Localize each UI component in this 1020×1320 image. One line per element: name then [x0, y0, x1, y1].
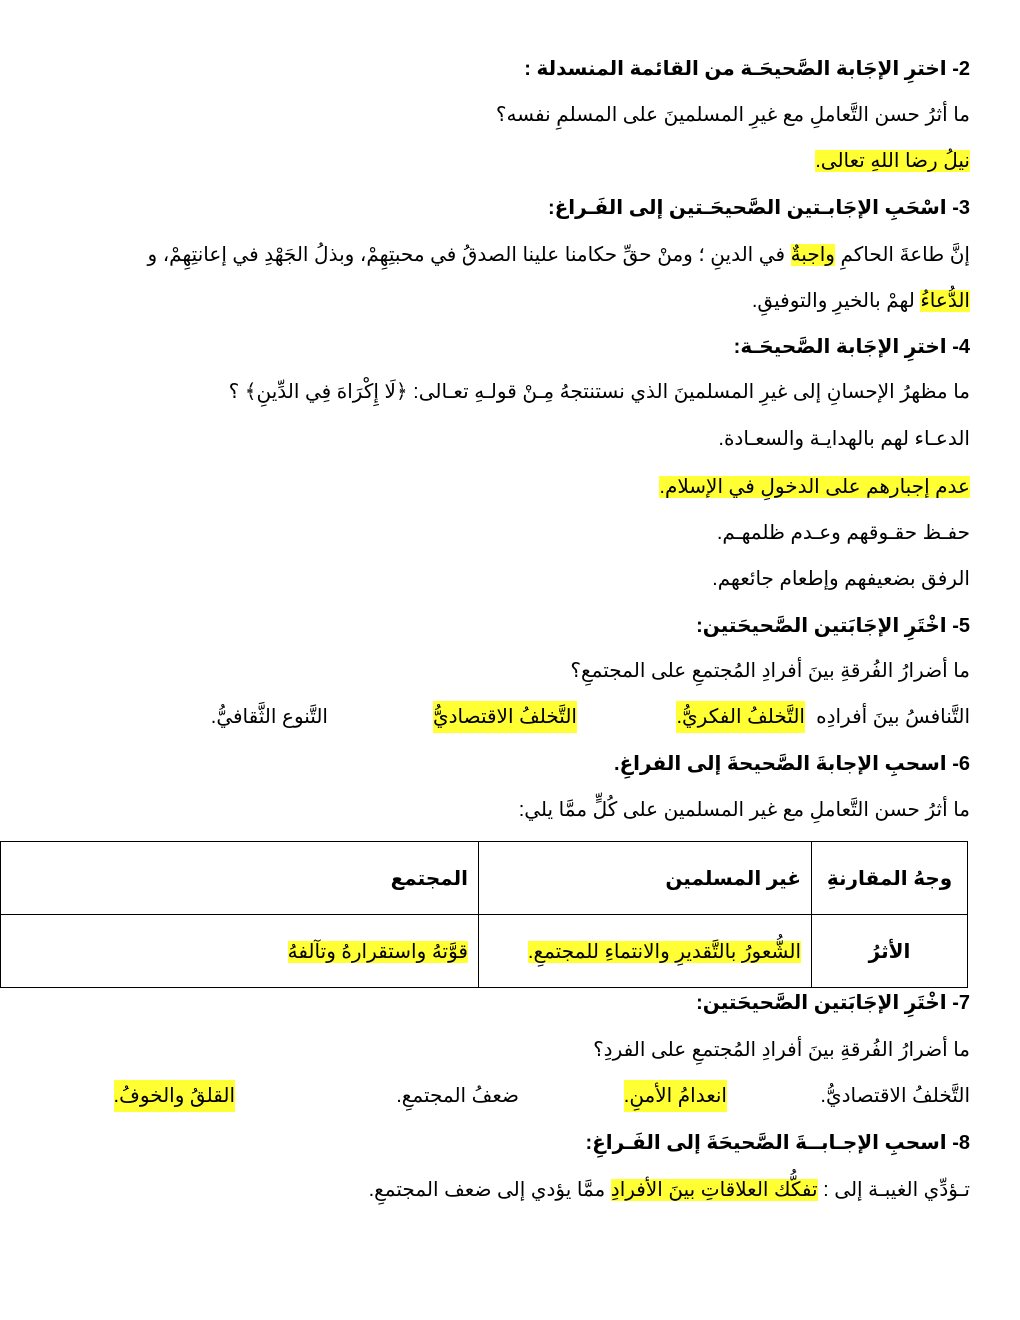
comparison-table: [0, 841, 968, 988]
q7-option-2[interactable]: انعدامُ الأمنِ.: [624, 1080, 727, 1112]
q5-heading: 5- اخْتَرِ الإجَابَتين الصَّحيحَتين:: [696, 615, 970, 637]
header-society: المجتمع: [1, 842, 479, 915]
table-row: [1, 915, 968, 988]
q6-heading: 6- اسحبِ الإجابةَ الصَّحيحةَ إلى الفراغِ.: [613, 753, 970, 775]
row-label-effect: الأثرُ: [812, 915, 968, 988]
q4-question: ما مظهرُ الإحسانِ إلى غيرِ المسلمينَ الذي نستنتجهُ مِـنْ قولـهِ تعـالى: ﴿لَا إِكْرَاهَ فِي الدِّينِ﴾ ؟: [228, 381, 970, 403]
q8-text-part1: تـؤدِّي الغيبـة إلى :: [817, 1179, 970, 1201]
q5-question: ما أضرارُ الفُرقةِ بينَ أفرادِ المُجتمعِ على المجتمعِ؟: [570, 660, 970, 682]
q5-option-4[interactable]: التَّنوع الثَّقافيُّ.: [210, 706, 328, 728]
q2-dropdown-answer[interactable]: [815, 145, 970, 177]
table-header-row: [1, 842, 968, 915]
q8-heading: 8- اسحبِ الإجـابــةَ الصَّحيحَةَ إلى الفَـراغِ:: [585, 1132, 970, 1154]
q7-option-3[interactable]: ضعفُ المجتمعِ.: [396, 1085, 519, 1107]
q4-option-2-text: عدم إجبارهم على الدخولِ في الإسلام.: [659, 476, 970, 498]
q8-blank[interactable]: تفكُّك العلاقاتِ بينَ الأفرادِ: [610, 1179, 818, 1201]
q5-option-3[interactable]: التَّخلفُ الاقتصاديُّ: [433, 701, 577, 733]
header-comparison: وجهُ المقارنةِ: [812, 842, 968, 915]
cell-society-answer: قوَّتهُ واستقرارهُ وتآلفهُ: [287, 940, 468, 963]
cell-society[interactable]: [1, 915, 479, 988]
q7-question: ما أضرارُ الفُرقةِ بينَ أفرادِ المُجتمعِ على الفردِ؟: [593, 1039, 970, 1061]
cell-non-muslims-answer: الشُّعورُ بالتَّقديرِ والانتماءِ للمجتمعِ.: [527, 940, 801, 963]
q3-heading: 3- اسْحَبِ الإجَابـتين الصَّحيحَـتين إلى الفَـراغ:: [547, 197, 970, 219]
q3-text-rest: لهمْ بالخيرِ والتوفيقِ.: [751, 290, 921, 312]
q7-heading: 7- اخْتَرِ الإجَابَتين الصَّحيحَتين:: [696, 992, 970, 1014]
q4-option-3[interactable]: حفـظ حقـوقهم وعـدم ظلمهـم.: [716, 522, 970, 544]
q3-blank-2[interactable]: الدُّعاءُ: [920, 290, 970, 312]
q4-option-4[interactable]: الرفق بضعيفهم وإطعام جائعهم.: [712, 568, 970, 590]
q4-option-1[interactable]: الدعـاء لهم بالهدايـة والسعـادة.: [718, 428, 970, 450]
q8-sentence: [369, 1174, 970, 1206]
q7-option-4[interactable]: القلقُ والخوفُ.: [114, 1080, 235, 1112]
q7-options-row: [90, 1080, 970, 1112]
header-non-muslims: غير المسلمين: [479, 842, 812, 915]
q2-heading: 2- اخترِ الإجَابة الصَّحيحَـة من القائمة المنسدلة :: [524, 58, 970, 80]
q3-blank-1[interactable]: واجبةٌ: [790, 244, 835, 266]
q3-line1: [147, 239, 970, 271]
q3-line2: [752, 285, 970, 317]
q5-options-row: [210, 701, 970, 733]
q6-question: ما أثرُ حسن التَّعاملِ مع غير المسلمين على كُلٍّ ممَّا يلي:: [518, 799, 970, 821]
q4-option-2[interactable]: [659, 471, 970, 503]
q5-option-2[interactable]: التَّخلفُ الفكريُّ.: [676, 701, 805, 733]
q8-text-part2: ممَّا يؤدي إلى ضعف المجتمعِ.: [368, 1179, 611, 1201]
q3-text-part1: إنَّ طاعةَ الحاكمِ: [834, 244, 970, 266]
cell-non-muslims[interactable]: [479, 915, 812, 988]
q5-option-1[interactable]: التَّنافسُ بينَ أفرادِه: [816, 706, 970, 728]
q4-heading: 4- اخترِ الإجَابة الصَّحيحَـة:: [733, 336, 970, 358]
q2-question: ما أثرُ حسن التَّعاملِ مع غيرِ المسلمينَ على المسلمِ نفسه؟: [495, 104, 970, 126]
q3-text-part2: في الدينِ ؛ ومنْ حقِّ حكامنا علينا الصدقُ في محبتِهِمْ، وبذلُ الجَهْدِ في إعانتِهِمْ، و: [147, 244, 791, 266]
q2-answer-text: نيلُ رضا اللهِ تعالى.: [815, 150, 970, 172]
q7-option-1[interactable]: التَّخلفُ الاقتصاديُّ.: [820, 1085, 970, 1107]
